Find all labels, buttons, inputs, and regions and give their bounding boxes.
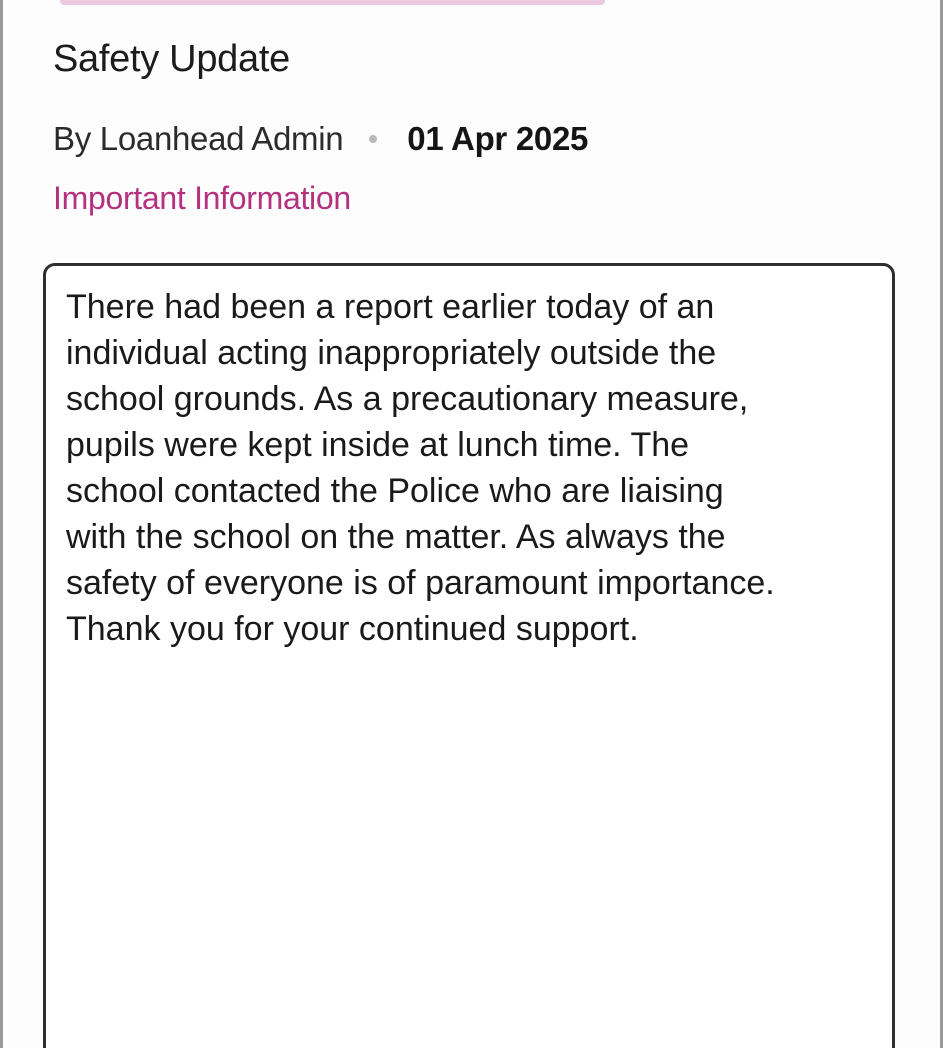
post-date: 01 Apr 2025	[407, 120, 589, 157]
message-box	[43, 263, 895, 1048]
message-body: There had been a report earlier today of an individual acting inappropriately outside the school grounds. As a precautionary measure, pupils were kept inside at lunch time. The school contacted the Police who are liaising with the school on the matter. As always the safety of everyone is of paramount importance. Thank you for your continued support.	[66, 288, 775, 648]
frame-border-left	[0, 0, 3, 1048]
post-meta	[53, 120, 588, 158]
post-author: By Loanhead Admin	[53, 120, 344, 157]
post-category[interactable]: Important Information	[53, 180, 351, 216]
separator-dot-icon	[369, 135, 377, 143]
post-title: Safety Update	[53, 38, 290, 80]
top-accent-bar	[60, 0, 605, 5]
